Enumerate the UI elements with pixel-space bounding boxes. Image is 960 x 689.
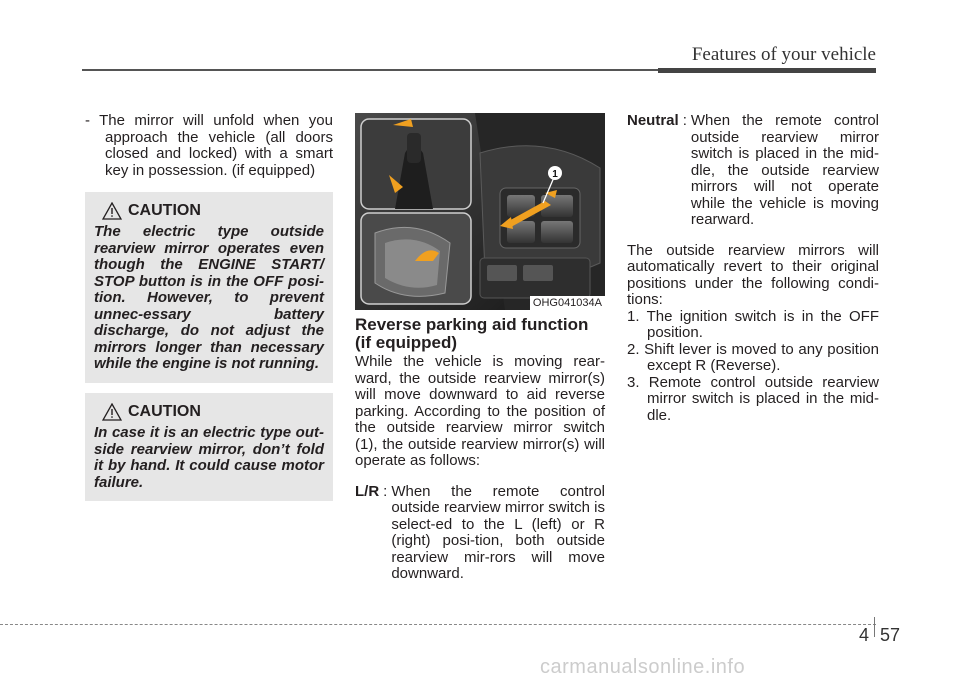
column-3 — [627, 113, 879, 424]
neutral-term: Neutral — [627, 112, 679, 129]
caution-title-1: CAUTION — [102, 202, 324, 220]
lr-text: When the remote control outside rearview mirror switch is select-ed to the L (left) or R (right) posi-tion, both outside rearview mir-rors will move downward. — [391, 482, 605, 582]
warning-triangle-icon — [102, 202, 122, 220]
caution-box-1 — [85, 192, 333, 383]
caution-text-2: In case it is an electric type out-side rearview mirror, don’t fold it by hand. It could cause motor failure. — [94, 424, 324, 491]
neutral-definition: Neutral : When the remote control outside rearview mirror switch is placed in the mid-dle, the outside rearview mirrors will not operate while the vehicle is moving rearward. — [627, 112, 879, 228]
page-number-divider — [874, 617, 875, 637]
mirror-switch-figure — [355, 113, 605, 310]
section-heading: Reverse parking aid function (if equipped) — [355, 315, 589, 352]
revert-text: The outside rearview mirrors will automatically revert to their original positions under the following condi-tions: — [627, 241, 879, 308]
section-title: Features of your vehicle — [691, 44, 876, 65]
footer-rule — [0, 624, 876, 625]
column-1 — [85, 113, 333, 179]
caution-box-2 — [85, 393, 333, 501]
condition-3: 3. Remote control outside rearview mirror switch is placed in the mid-dle. — [627, 373, 879, 424]
column-2 — [355, 354, 605, 583]
callout-number: 1 — [552, 169, 558, 180]
chapter-number: 4 — [859, 625, 870, 645]
condition-1: 1. The ignition switch is in the OFF position. — [627, 307, 879, 341]
caution-title-2: CAUTION — [102, 403, 324, 421]
warning-triangle-icon — [102, 403, 122, 421]
header-bar — [658, 68, 876, 73]
lr-term: L/R — [355, 482, 380, 500]
lr-definition: L/R : When the remote control outside rearview mirror switch is select-ed to the L (left) or R (right) posi-tion, both outside rearview mir-rors will move downward. — [355, 482, 605, 582]
page-number: 57 — [880, 625, 901, 645]
mirror-switch-illustration — [355, 113, 605, 310]
reverse-parking-intro: While the vehicle is moving rear-ward, the outside rearview mirror(s) will move downward to aid reverse parking. According to the position of the outside rearview mirror switch (1), the outside rearview mirror(s) will operate as follows: — [355, 353, 605, 469]
watermark: carmanualsonline.info — [540, 656, 746, 678]
figure-code: OHG041034A — [530, 296, 605, 310]
condition-2: 2. Shift lever is moved to any position except R (Reverse). — [627, 340, 879, 374]
neutral-text: When the remote control outside rearview mirror switch is placed in the mid-dle, the outside rearview mirrors will not operate while the vehicle is moving rearward. — [690, 112, 879, 228]
mirror-unfold-text: - The mirror will unfold when you approach the vehicle (all doors closed and locked) with a smart key in possession. (if equipped) — [85, 112, 333, 179]
caution-text-1: The electric type outside rearview mirror operates even though the ENGINE START/ STOP button is in the OFF posi-tion. However, to prevent unnec-essary battery discharge, do not adjust the mirrors longer than necessary while the engine is not running. — [94, 223, 324, 372]
